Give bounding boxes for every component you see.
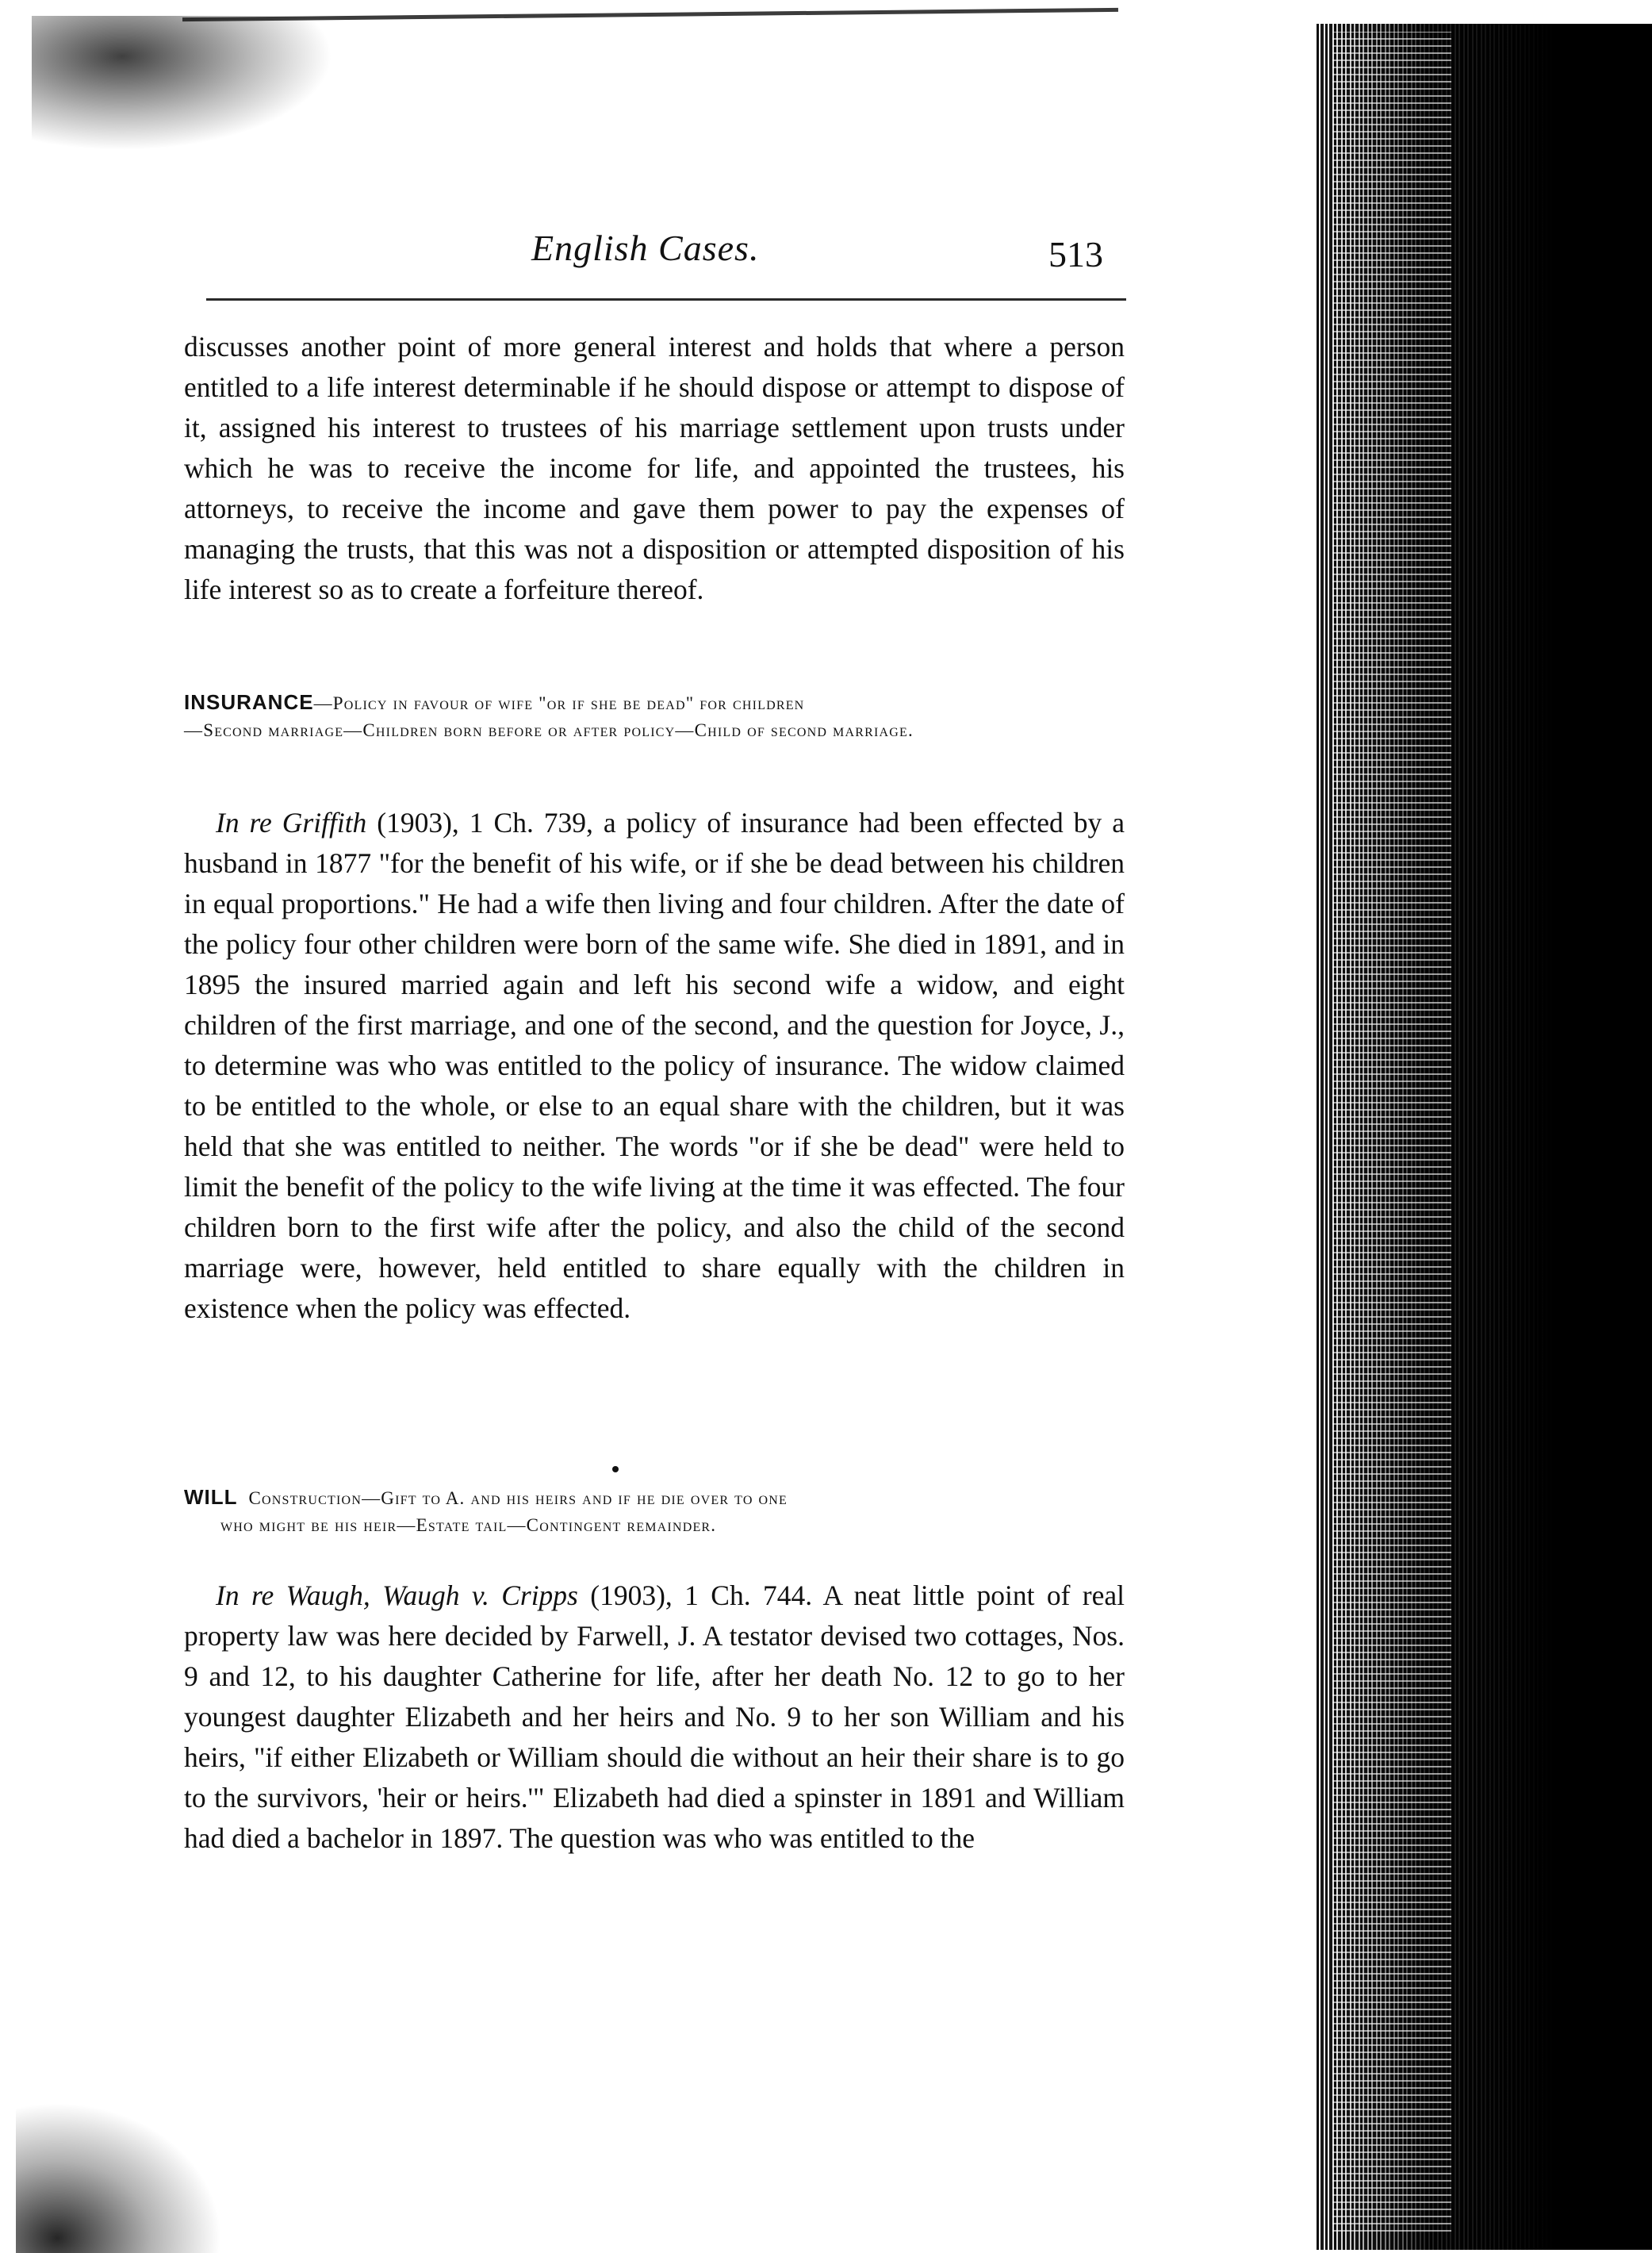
case-paragraph-griffith <box>184 803 1125 1329</box>
headnote-will <box>184 1483 1125 1539</box>
running-head <box>182 227 1134 298</box>
page-number: 513 <box>1048 234 1103 274</box>
paragraph-continuation: discusses another point of more general interest and holds that where a person entitled to a life interest determinable if he should dispose or attempt to dispose of it, assigned his interest to trustees of his marriage settlement upon trusts under which he was to receive the income for life, and appointed the trustees, his attorneys, to receive the income and gave them power to pay the expenses of managing the trusts, that this was not a disposition or attempted disposition of his life interest so as to create a forfeiture thereof. <box>184 331 1125 605</box>
headnote-line: —Policy in favour of wife "or if she be dead" for children <box>313 693 805 713</box>
headnote-line: Construction—Gift to A. and his heirs and if he die over to one <box>248 1488 788 1508</box>
header-rule <box>206 298 1126 301</box>
scan-top-edge <box>182 8 1118 21</box>
headnote-line: who might be his heir—Estate tail—Contingent remainder. <box>220 1515 717 1535</box>
running-title: English Cases. <box>531 228 760 268</box>
case-name: In re Waugh, Waugh v. Cripps <box>216 1579 578 1611</box>
case-text: (1903), 1 Ch. 744. A neat little point of real property law was here decided by Farwell, J. A testator devised two cottages, Nos. 9 and 12, to his daughter Catherine for life, after her death No. 12 to go to her youngest daughter Elizabeth and her heirs and No. 9 to her son William and his heirs, "if either Elizabeth or William should die without an heir their share is to go to the survivors, 'heir or heirs.'" Elizabeth had died a spinster in 1891 and William had died a bachelor in 1897. The question was who was entitled to the <box>184 1579 1125 1854</box>
section-dot <box>612 1466 619 1472</box>
headnote-insurance <box>184 689 1125 744</box>
headnote-line: —Second marriage—Children born before or after policy—Child of second marriage. <box>184 720 914 740</box>
case-text: (1903), 1 Ch. 739, a policy of insurance had been effected by a husband in 1877 "for the benefit of his wife, or if she be dead between his children in equal proportions." He had a wife then living and four children. After the date of the policy four other children were born of the same wife. She died in 1891, and in 1895 the insured married again and left his second wife a widow, and eight children of the first marriage, and one of the second, and the question for Joyce, J., to determine was who was entitled to the policy of insurance. The widow claimed to be entitled to the whole, or else to an equal share with the children, but it was held that she was entitled to neither. The words "or if she be dead" were held to limit the benefit of the policy to the wife living at the time it was effected. The four children born to the first wife after the policy, and also the child of the second marriage were, however, held entitled to share equally with the children in existence when the policy was effected. <box>184 807 1125 1324</box>
case-name: In re Griffith <box>216 807 367 839</box>
headnote-keyword: INSURANCE <box>184 690 314 714</box>
scan-smudge-bottom <box>16 2102 222 2253</box>
case-paragraph-waugh <box>184 1576 1125 1859</box>
scan-smudge-top <box>32 16 333 151</box>
book-binding-speckle <box>1332 32 1451 2237</box>
headnote-keyword: WILL <box>184 1485 238 1509</box>
